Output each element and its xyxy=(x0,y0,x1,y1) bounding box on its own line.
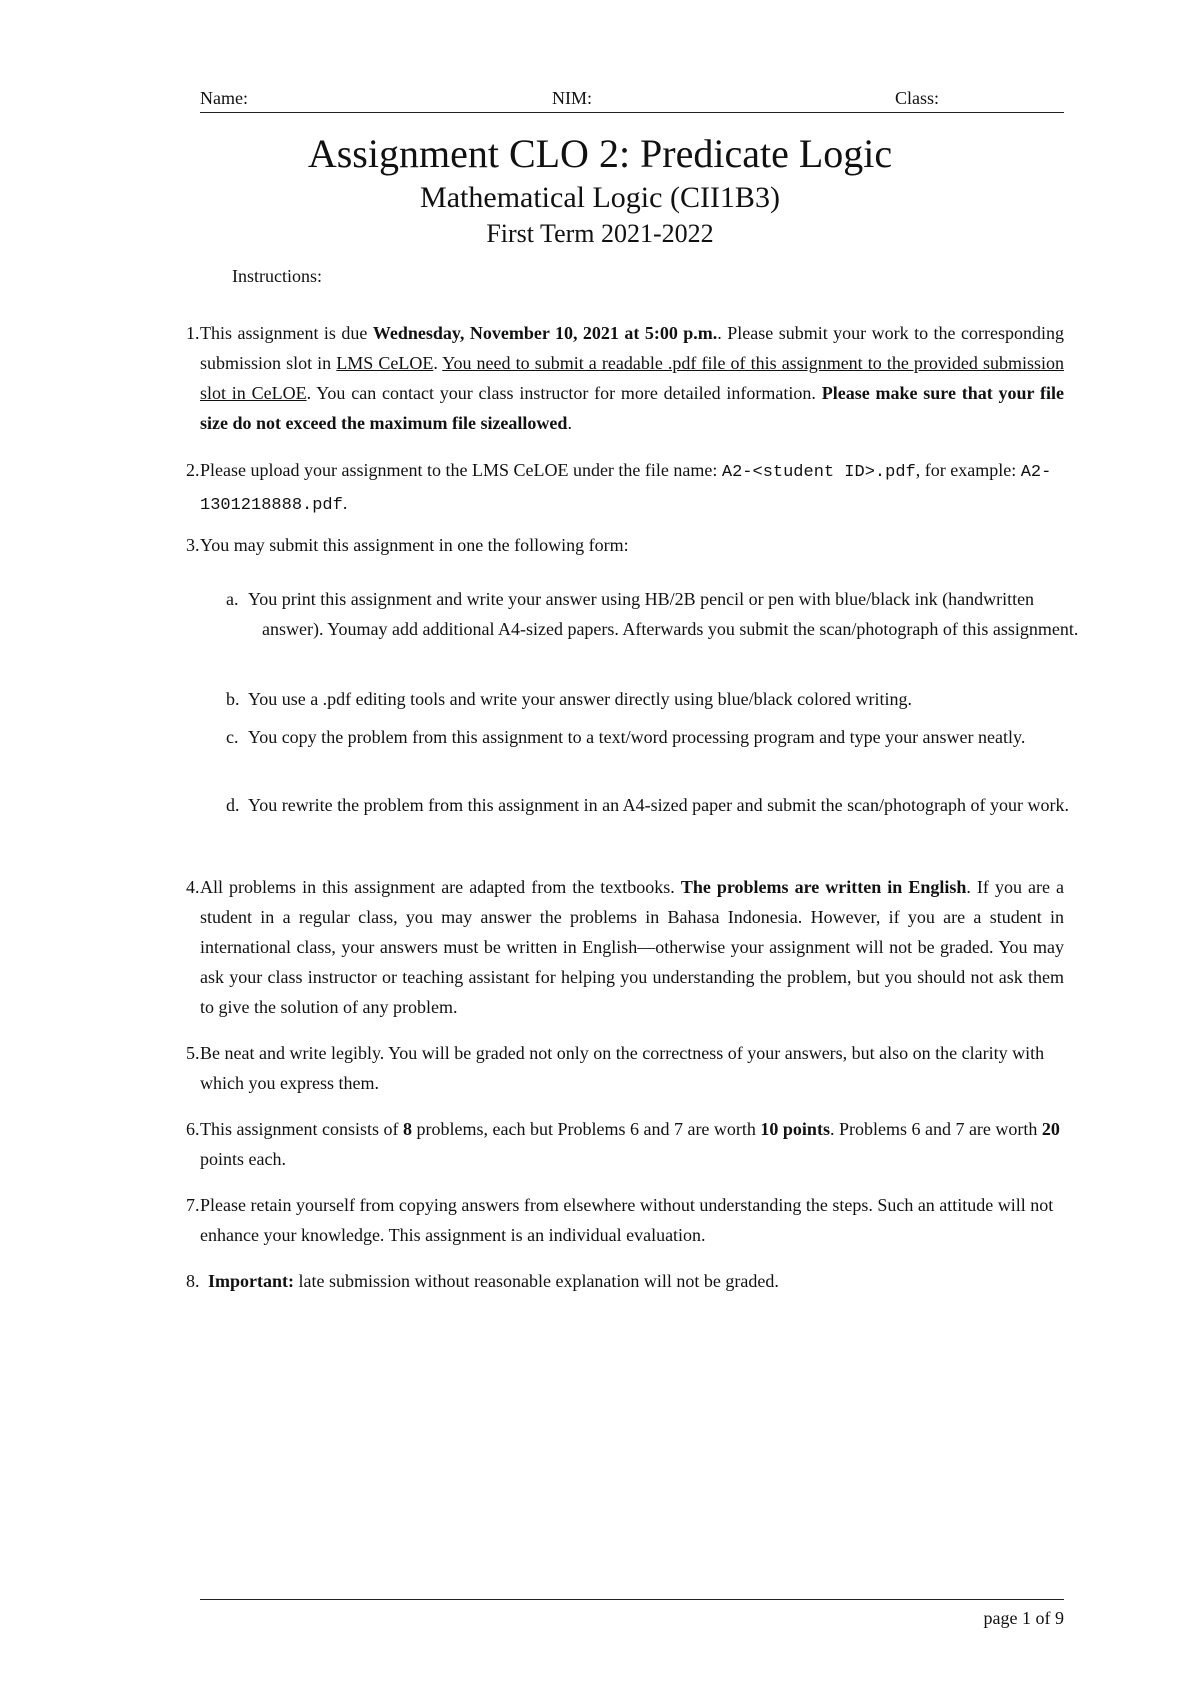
option-d xyxy=(226,790,1074,820)
option-text: You use a .pdf editing tools and write your answer directly using blue/black colored writing. xyxy=(248,689,913,709)
page-title: Assignment CLO 2: Predicate Logic xyxy=(307,131,893,176)
item-number: 3. xyxy=(186,535,200,555)
instructions-heading: Instructions: xyxy=(232,266,322,286)
item-text: Be neat and write legibly. You will be graded not only on the correctness of your answers, but also on the clarity with which you express them. xyxy=(200,1043,1045,1093)
instruction-item-4 xyxy=(186,872,1064,1022)
instruction-item-1 xyxy=(186,318,1065,438)
instruction-item-3 xyxy=(186,530,1064,560)
item-text: Please upload your assignment to the LMS CeLOE under the file name: A2-<student ID>.pdf, for example: A2-1301218888.pdf. xyxy=(200,460,1052,515)
nim-label: NIM: xyxy=(552,88,592,108)
item-number: 7. xyxy=(186,1195,200,1215)
option-letter: a. xyxy=(226,589,239,609)
item-text: Important: late submission without reasonable explanation will not be graded. xyxy=(208,1271,779,1291)
item-number: 5. xyxy=(186,1043,200,1063)
item-number: 2. xyxy=(186,460,200,480)
item-text: You may submit this assignment in one the following form: xyxy=(200,535,629,555)
header-fields xyxy=(200,86,1064,113)
instruction-item-6 xyxy=(186,1114,1064,1174)
option-letter: c. xyxy=(226,727,239,747)
footer-divider xyxy=(200,1599,1064,1600)
option-text: You copy the problem from this assignment to a text/word processing program and type your answer neatly. xyxy=(248,727,1026,747)
option-letter: b. xyxy=(226,689,240,709)
page-number: page 1 of 9 xyxy=(983,1608,1064,1628)
instruction-item-5 xyxy=(186,1038,1064,1098)
instruction-item-8 xyxy=(186,1266,1064,1296)
lms-link: LMS CeLOE xyxy=(336,353,434,373)
option-text: You print this assignment and write your answer using HB/2B pencil or pen with blue/black ink (handwritten answer). Youmay add additional A4-sized papers. Afterwards you submit the scan/photograph of this assignment. xyxy=(248,589,1079,639)
course-title: Mathematical Logic (CII1B3) xyxy=(420,181,780,214)
term-label: First Term 2021-2022 xyxy=(486,219,714,248)
item-text: This assignment consists of 8 problems, each but Problems 6 and 7 are worth 10 points. Problems 6 and 7 are worth 20 points each. xyxy=(200,1119,1060,1169)
filename-format: A2-<student ID>.pdf xyxy=(721,463,916,482)
item-number: 1. xyxy=(186,323,200,343)
item-text: All problems in this assignment are adapted from the textbooks. The problems are written in English. If you are a student in a regular class, you may answer the problems in Bahasa Indonesia. However, if you are a student in international class, your answers must be written in English—otherwise your assignment will not be graded. You may ask your class instructor or teaching assistant for helping you understanding the problem, but you should not ask them to give the solution of any problem. xyxy=(200,877,1064,1017)
option-c xyxy=(226,722,1074,752)
item-text: Please retain yourself from copying answers from elsewhere without understanding the steps. Such an attitude will not enhance your knowledge. This assignment is an individual evaluation. xyxy=(200,1195,1054,1245)
option-letter: d. xyxy=(226,795,240,815)
name-label: Name: xyxy=(200,88,248,108)
option-a xyxy=(226,584,1094,644)
item-number: 4. xyxy=(186,877,200,897)
filename-example: A2-1301218888.pdf xyxy=(200,463,1052,515)
class-label: Class: xyxy=(895,88,940,108)
title-block xyxy=(0,128,1200,252)
instruction-item-2 xyxy=(186,455,1064,521)
item-text: This assignment is due Wednesday, November 10, 2021 at 5:00 p.m.. Please submit your work to the corresponding submission slot in LMS CeLOE. You need to submit a readable .pdf file of this assignment to the provided submission slot in CeLOE. You can contact your class instructor for more detailed information. Please make sure that your file size do not exceed the maximum file sizeallowed. xyxy=(200,323,1065,433)
option-text: You rewrite the problem from this assignment in an A4-sized paper and submit the scan/photograph of your work. xyxy=(248,795,1070,815)
instruction-item-7 xyxy=(186,1190,1064,1250)
item-number: 6. xyxy=(186,1119,200,1139)
option-b xyxy=(226,684,1114,714)
item-number: 8. xyxy=(186,1271,200,1291)
